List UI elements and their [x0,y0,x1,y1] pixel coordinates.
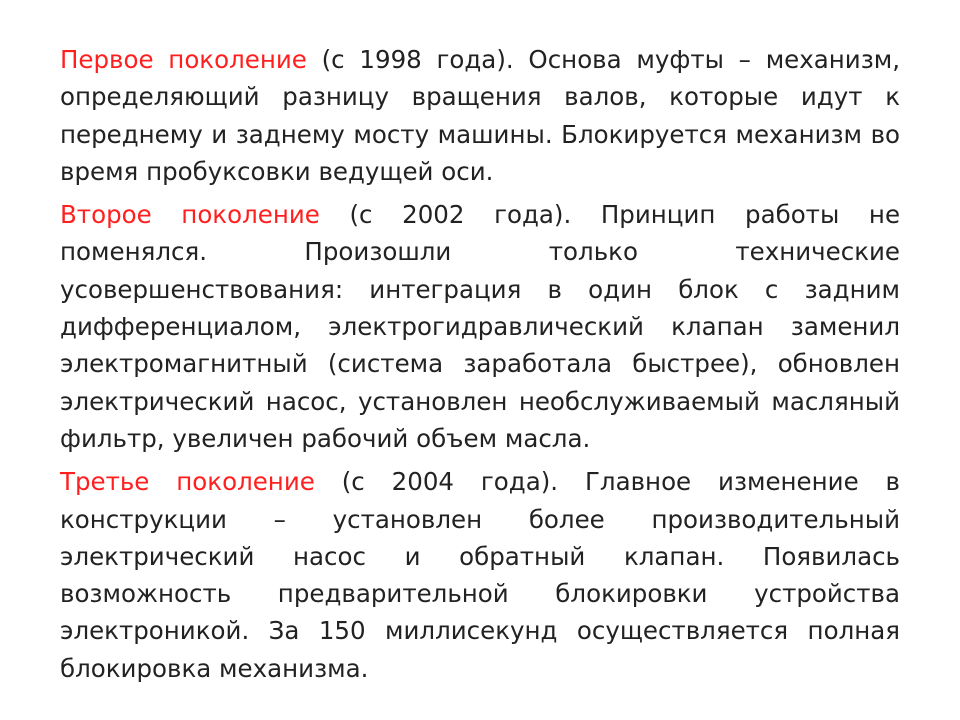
first-generation-body: (с 1998 года). Основа муфты – механизм, определяющий разницу вращения валов, которые идут к переднему и заднему мосту машины. Блокируется механизм во время пробуксовки ведущей оси. [60,45,900,186]
paragraph-third-generation [60,463,900,687]
first-generation-heading: Первое поколение [60,45,307,74]
paragraph-second-generation [60,196,900,457]
slide-text-block [60,41,900,687]
third-generation-heading: Третье поколение [60,467,315,497]
third-generation-body: (с 2004 года). Главное изменение в конструкции – установлен более производительный электрический насос и обратный клапан. Появилась возможность предварительной блокировки устройства электроникой. За 150 миллисекунд осуществляется полная блокировка механизма. [60,467,900,683]
second-generation-body: (с 2002 года). Принцип работы не поменялся. Произошли только технические усовершенствования: интеграция в один блок с задним дифференциалом, электрогидравлический клапан заменил электромагнитный (система заработала быстрее), обновлен электрический насос, установлен необслуживаемый масляный фильтр, увеличен рабочий объем масла. [60,200,901,453]
second-generation-heading: Второе поколение [60,200,320,230]
paragraph-first-generation [60,41,900,190]
